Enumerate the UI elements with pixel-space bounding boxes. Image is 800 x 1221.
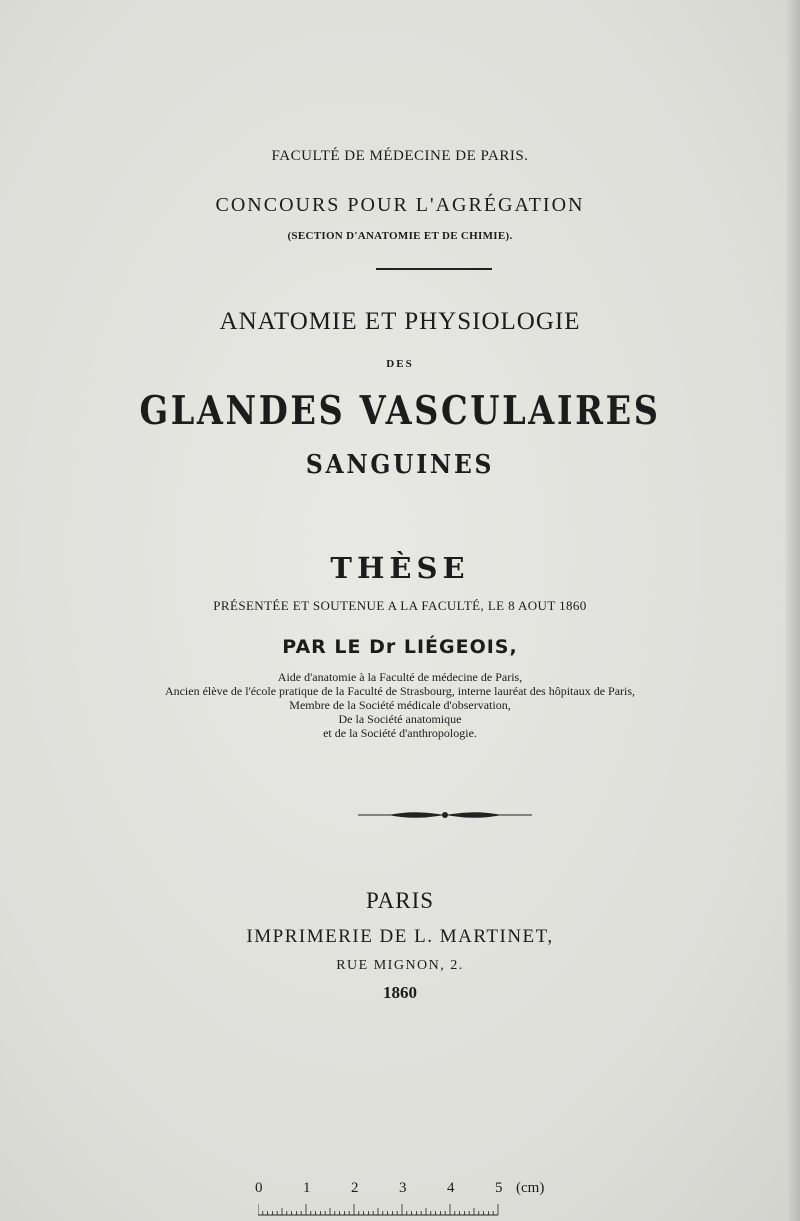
scale-label-2: 2 (351, 1180, 359, 1196)
ornament-divider-icon (358, 808, 532, 822)
faculty-heading: FACULTÉ DE MÉDECINE DE PARIS. (271, 148, 529, 164)
title-sub: SANGUINES (305, 450, 495, 480)
section-heading: (SECTION D'ANATOMIE ET DE CHIMIE). (287, 230, 513, 242)
title-des: DES (386, 358, 414, 370)
author-title-4: De la Société anatomique (338, 712, 462, 726)
title-main: GLANDES VASCULAIRES (139, 388, 661, 434)
imprint-address: RUE MIGNON, 2. (336, 958, 464, 973)
scale-label-3: 3 (399, 1180, 407, 1196)
imprint-year: 1860 (383, 983, 417, 1002)
measurement-scale (252, 1180, 545, 1220)
author-title-3: Membre de la Société médicale d'observation, (289, 698, 511, 712)
concours-heading: CONCOURS POUR L'AGRÉGATION (215, 194, 585, 216)
scale-label-1: 1 (303, 1180, 311, 1196)
title-line-anatomie: ANATOMIE ET PHYSIOLOGIE (219, 308, 581, 335)
imprint-printer: IMPRIMERIE DE L. MARTINET, (246, 926, 554, 947)
scale-unit: (cm) (516, 1180, 545, 1196)
author-title-2: Ancien élève de l'école pratique de la Faculté de Strasbourg, interne lauréat des hôpitaux de Paris, (164, 684, 636, 698)
author-title-5: et de la Société d'anthropologie. (323, 726, 477, 740)
ruler-bar-icon (258, 1204, 502, 1216)
presented-line: PRÉSENTÉE ET SOUTENUE A LA FACULTÉ, LE 8 AOUT 1860 (213, 598, 587, 613)
imprint-city: PARIS (365, 888, 435, 913)
scale-label-5: 5 (495, 1180, 503, 1196)
author-line: PAR LE Dr LIÉGEOIS, (282, 636, 518, 658)
divider-rule (376, 268, 492, 270)
author-title-1: Aide d'anatomie à la Faculté de médecine de Paris, (277, 670, 523, 684)
scale-label-0: 0 (255, 1180, 263, 1196)
scale-label-4: 4 (447, 1180, 455, 1196)
these-label: THÈSE (330, 551, 470, 585)
